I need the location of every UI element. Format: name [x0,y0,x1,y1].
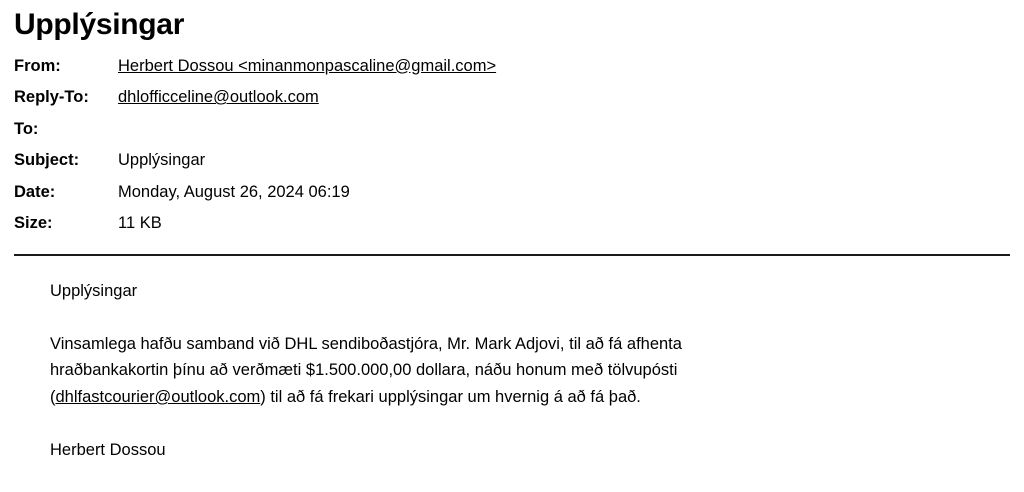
header-row-size [14,208,1010,240]
body-paragraph-line-1: Vinsamlega hafðu samband við DHL sendiboðastjóra, Mr. Mark Adjovi, til að fá afhenta [50,334,682,353]
header-label-size: Size: [14,214,53,233]
paren-open: ( [50,388,56,407]
header-label-date: Date: [14,182,56,201]
header-row-date [14,177,1010,209]
header-value-size: 11 KB [118,214,162,233]
header-label-from: From: [14,56,61,75]
body-signature: Herbert Dossou [50,440,166,459]
body-greeting: Upplýsingar [50,281,138,300]
body-paragraph [50,331,880,411]
header-value-from [118,51,1010,83]
reply-to-address-link[interactable]: dhlofficceline@outlook.com [118,88,319,107]
email-header-table [14,51,1010,240]
header-value-to [118,114,1010,146]
header-value-subject: Upplýsingar [118,151,206,170]
page-title: Upplýsingar [14,8,185,41]
header-row-subject [14,145,1010,177]
body-paragraph-line-2: hraðbankakortin þínu að verðmæti $1.500.000,00 dollara, náðu honum með tölvupósti [50,361,678,380]
header-label-subject: Subject: [14,151,80,170]
header-row-from [14,51,1010,83]
header-label-reply-to: Reply-To: [14,88,89,107]
from-address-link[interactable]: Herbert Dossou <minanmonpascaline@gmail.com> [118,56,497,75]
header-label-to: To: [14,119,39,138]
contact-email-link[interactable]: dhlfastcourier@outlook.com [55,388,261,407]
header-value-reply-to [118,82,1010,114]
email-body [14,256,1010,464]
body-paragraph-line-3 [50,384,880,411]
header-value-date: Monday, August 26, 2024 06:19 [118,182,350,201]
header-row-to [14,114,1010,146]
paragraph-line-3-suffix: ) til að fá frekari upplýsingar um hvernig á að fá það. [260,388,641,407]
header-row-reply-to [14,82,1010,114]
